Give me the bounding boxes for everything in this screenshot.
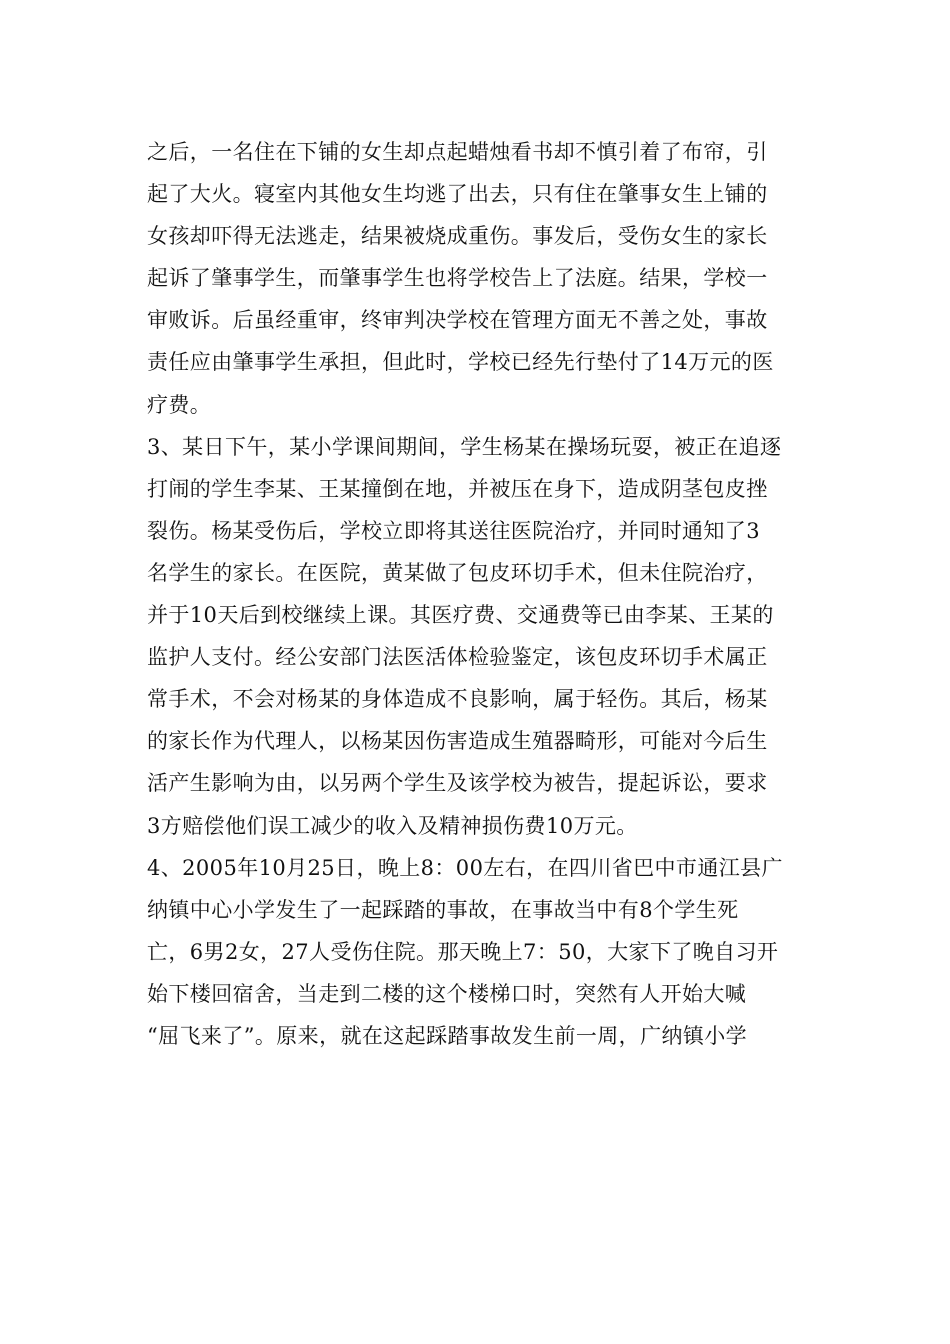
text-line: 亡，6男2女，27人受伤住院。那天晚上7：50，大家下了晚自习开 [147,939,779,964]
text-line: 的家长作为代理人，以杨某因伤害造成生殖器畸形，可能对今后生 [147,729,768,754]
text-line: 疗费。 [147,392,212,417]
text-line: 起了大火。寝室内其他女生均逃了出去，只有住在肇事女生上铺的 [147,182,768,207]
text-line: 裂伤。杨某受伤后，学校立即将其送往医院治疗，并同时通知了3 [147,518,760,543]
text-line: 之后，一名住在下铺的女生却点起蜡烛看书却不慎引着了布帘，引 [147,140,768,164]
text-line: 打闹的学生李某、王某撞倒在地，并被压在身下，造成阴茎包皮挫 [147,476,768,501]
text-line: 常手术，不会对杨某的身体造成不良影响，属于轻伤。其后，杨某 [147,687,768,712]
text-line: 3、某日下午，某小学课间期间，学生杨某在操场玩耍，被正在追逐 [147,434,782,459]
text-line: 3方赔偿他们误工减少的收入及精神损伤费10万元。 [147,813,638,838]
text-line: “屈飞来了”。原来，就在这起踩踏事故发生前一周，广纳镇小学 [147,1023,748,1048]
text-line: 女孩却吓得无法逃走，结果被烧成重伤。事发后，受伤女生的家长 [147,224,768,249]
text-line: 始下楼回宿舍，当走到二楼的这个楼梯口时，突然有人开始大喊 [147,981,747,1006]
body-text [147,131,827,1057]
text-line: 4、2005年10月25日，晚上8：00左右，在四川省巴中市通江县广 [147,855,783,880]
text-line: 起诉了肇事学生，而肇事学生也将学校告上了法庭。结果，学校一 [147,266,768,291]
text-line: 责任应由肇事学生承担，但此时，学校已经先行垫付了14万元的医 [147,350,774,375]
text-line: 纳镇中心小学发生了一起踩踏的事故，在事故当中有8个学生死 [147,897,739,922]
text-line: 并于10天后到校继续上课。其医疗费、交通费等已由李某、王某的 [147,603,774,628]
text-line: 名学生的家长。在医院，黄某做了包皮环切手术，但未住院治疗， [147,560,768,585]
text-line: 监护人支付。经公安部门法医活体检验鉴定，该包皮环切手术属正 [147,645,768,670]
text-line: 活产生影响为由，以另两个学生及该学校为被告，提起诉讼，要求 [147,771,768,796]
text-line: 审败诉。后虽经重审，终审判决学校在管理方面无不善之处，事故 [147,308,768,333]
